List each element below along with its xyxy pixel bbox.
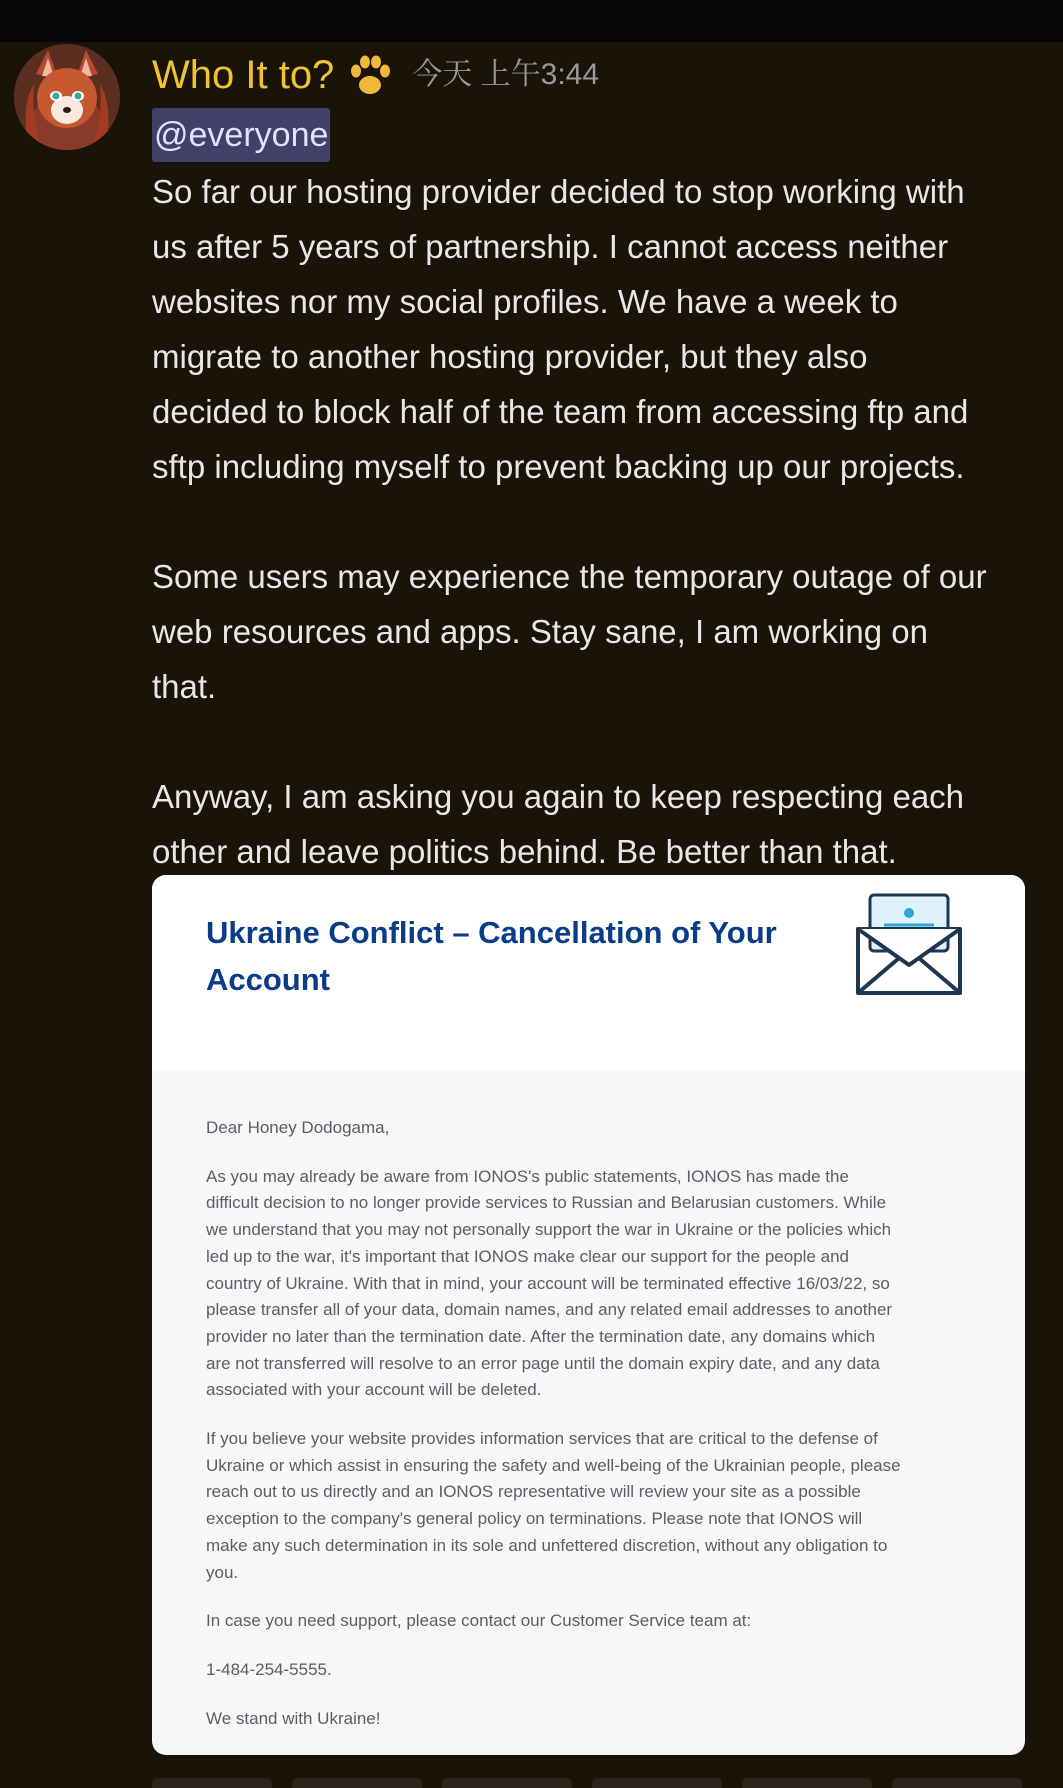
reaction-chip[interactable] (442, 1778, 572, 1788)
email-closing: We stand with Ukraine! (206, 1708, 381, 1728)
email-support-text: In case you need support, please contact our Customer Service team at: (206, 1611, 752, 1631)
email-line: associated with your account will be deleted. (206, 1380, 542, 1400)
message-line: Anyway, I am asking you again to keep respecting each (152, 778, 965, 815)
message-timestamp: 今天 上午3:44 (412, 58, 600, 91)
avatar-fox-illustration (14, 44, 120, 150)
email-paragraph (206, 1426, 996, 1586)
message-line: So far our hosting provider decided to stop working with (152, 173, 965, 210)
author-username[interactable]: Who It to? (152, 53, 335, 97)
email-line: you. (206, 1562, 239, 1582)
paw-prints-icon (344, 49, 396, 101)
email-screenshot-attachment[interactable] (152, 875, 1025, 1755)
email-line: exception to the company's general policy on terminations. Please note that IONOS will (206, 1509, 863, 1529)
email-line: please transfer all of your data, domain names, and any related email addresses to another (206, 1300, 893, 1320)
email-paragraph (206, 1164, 996, 1404)
message-line: other and leave politics behind. Be better than that. (152, 833, 897, 870)
email-line: reach out to us directly and an IONOS representative will review your site as a possible (206, 1482, 861, 1502)
message-line: migrate to another hosting provider, but they also (152, 338, 868, 375)
email-line: country of Ukraine. With that in mind, your account will be terminated effective 16/03/22, so (206, 1273, 890, 1293)
message-line: web resources and apps. Stay sane, I am working on (152, 613, 928, 650)
email-title-line: Account (206, 962, 330, 997)
email-line: provider no later than the termination date. After the termination date, any domains which (206, 1326, 876, 1346)
email-line: As you may already be aware from IONOS's public statements, IONOS has made the (206, 1166, 849, 1186)
message-line: Some users may experience the temporary outage of our (152, 558, 987, 595)
email-phone-number: 1-484-254-5555. (206, 1659, 332, 1679)
reaction-chip[interactable] (892, 1778, 1022, 1788)
email-line: make any such determination in its sole and unfettered discretion, without any obligation to (206, 1535, 888, 1555)
email-line: Ukraine or which assist in ensuring the safety and well-being of the Ukrainian people, please (206, 1455, 901, 1475)
top-status-bar (0, 0, 1063, 42)
email-header (152, 875, 1025, 1070)
email-line: If you believe your website provides information services that are critical to the defense of (206, 1429, 878, 1449)
message-body (152, 164, 1052, 879)
author-avatar[interactable] (14, 44, 120, 150)
envelope-letter-icon (852, 881, 972, 1001)
everyone-mention[interactable]: @everyone (152, 108, 330, 162)
paragraph-gap (152, 494, 1052, 549)
reaction-chip[interactable] (152, 1778, 272, 1788)
message-line: that. (152, 668, 217, 705)
message-line: websites nor my social profiles. We have a week to (152, 283, 898, 320)
reaction-chip[interactable] (592, 1778, 722, 1788)
paragraph-gap (152, 714, 1052, 769)
email-line: difficult decision to no longer provide services to Russian and Belarusian customers. While (206, 1193, 887, 1213)
email-line: led up to the war, it's important that IONOS make clear our support for the people and (206, 1246, 849, 1266)
reaction-chip[interactable] (742, 1778, 872, 1788)
email-greeting: Dear Honey Dodogama, (206, 1118, 390, 1137)
email-line: we understand that you may not personally support the war in Ukraine or the policies which (206, 1220, 892, 1240)
reactions-row-cropped (152, 1772, 1062, 1788)
message-line: us after 5 years of partnership. I cannot access neither (152, 228, 949, 265)
email-line: are not transferred will resolve to an error page until the domain expiry date, and any data (206, 1353, 880, 1373)
email-title-line: Ukraine Conflict – Cancellation of Your (206, 915, 777, 950)
email-title (206, 909, 806, 1003)
message-line: sftp including myself to prevent backing up our projects. (152, 448, 965, 485)
email-body (206, 1115, 996, 1754)
message-header (152, 44, 599, 106)
reaction-chip[interactable] (292, 1778, 422, 1788)
message-line: decided to block half of the team from accessing ftp and (152, 393, 969, 430)
